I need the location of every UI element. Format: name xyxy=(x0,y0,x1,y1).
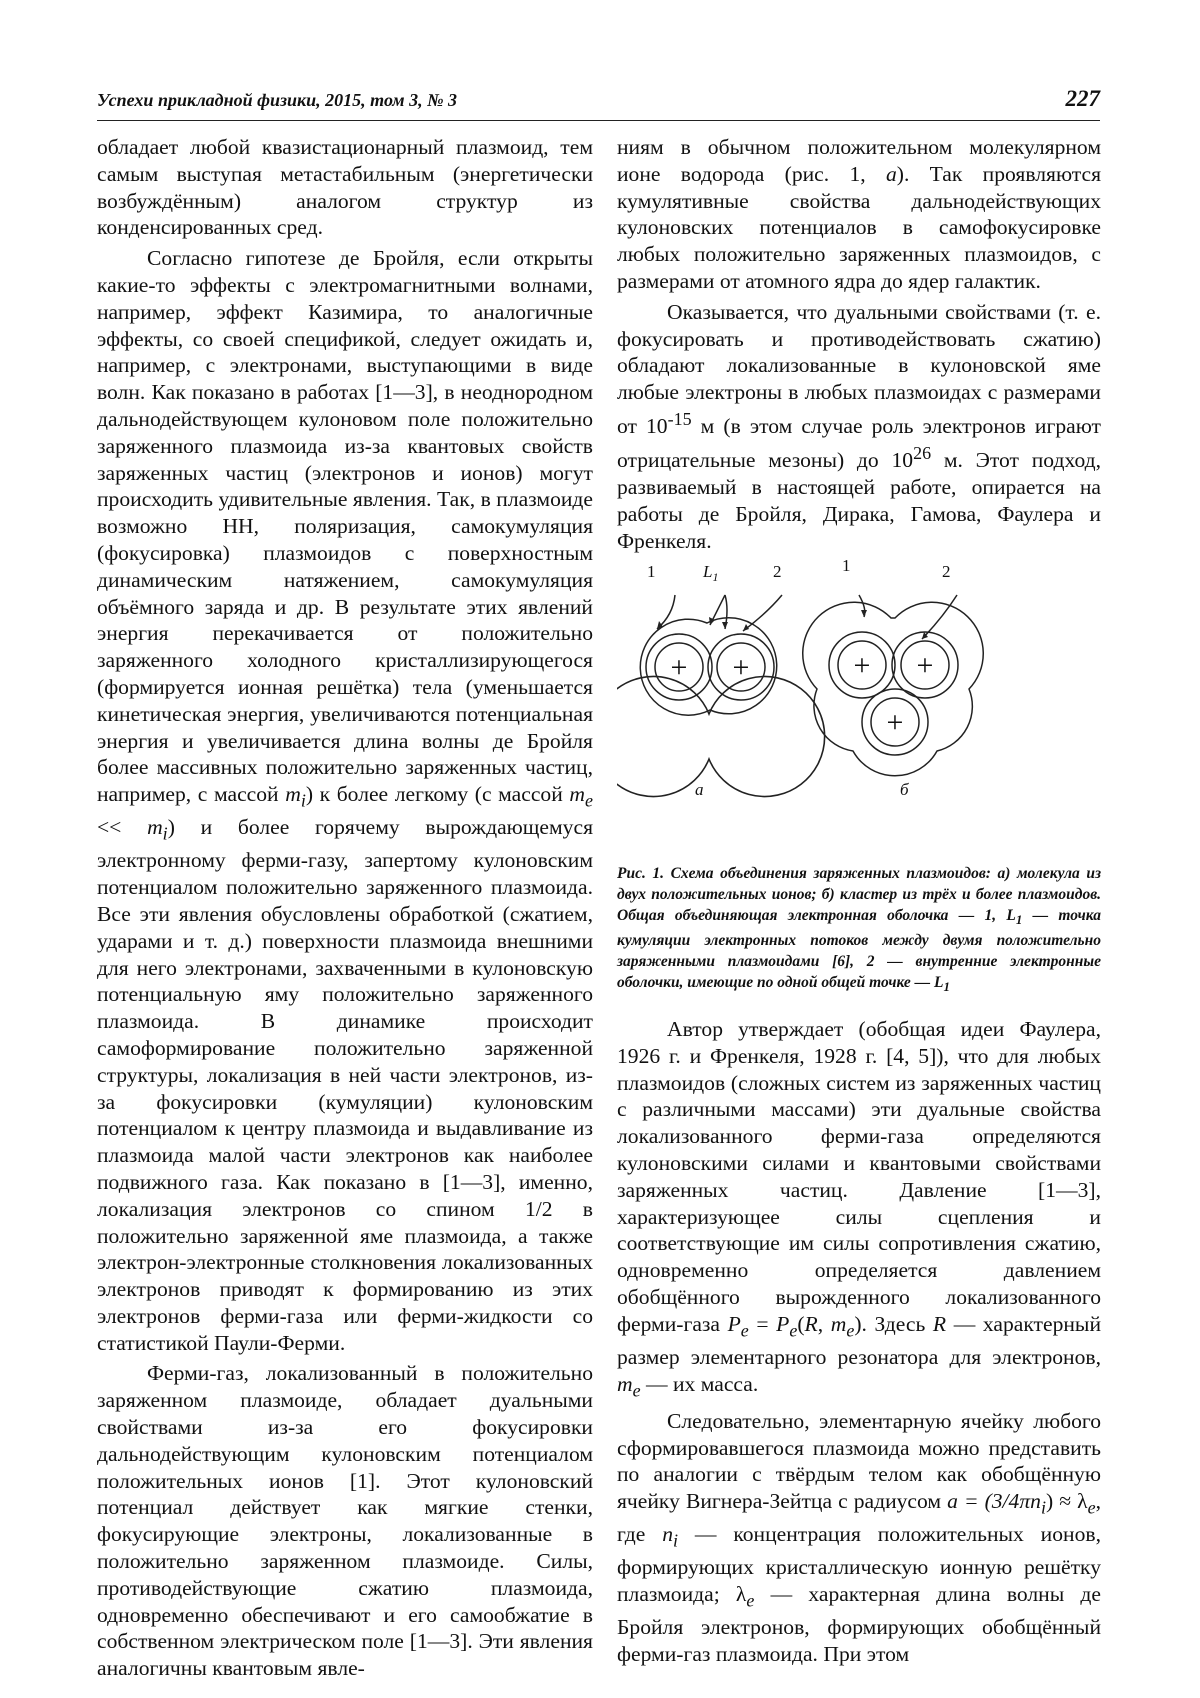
symbol-R: R xyxy=(804,1311,818,1336)
ion-plus: + xyxy=(886,706,904,739)
figure-1 xyxy=(617,555,1101,845)
text-run: — концентрация положительных ионов, формирующих кристаллическую ионную решётку плазмоида; λ xyxy=(617,1522,1101,1607)
formula: a = (3/4πn xyxy=(947,1489,1041,1514)
text-run: Следовательно, элементарную ячейку любого сформировавшегося плазмоида можно представить по аналогии с твёрдым телом как обобщённую ячейку Вигнера-Зейтца с радиусом xyxy=(617,1408,1101,1514)
subscript: i xyxy=(1040,1497,1046,1518)
formula: ) ≈ λ xyxy=(1045,1489,1088,1514)
text-run: << xyxy=(97,815,148,840)
paragraph: обладает любой квазистационарный плазмоид, тем самым выступая метастабильным (энергетически возбуждённым) аналогом структур из конденсированных сред. xyxy=(97,135,593,240)
symbol-m: m xyxy=(617,1371,633,1396)
right-column-top xyxy=(617,134,1101,554)
running-header xyxy=(97,86,1100,121)
label-2: 2 xyxy=(773,562,782,581)
symbol-P: P xyxy=(776,1311,790,1336)
label-1: 1 xyxy=(842,556,851,575)
label-1: 1 xyxy=(647,562,656,581)
subscript: 1 xyxy=(943,979,950,995)
text-run: ) и более горячему вырождающемуся электронному ферми-газу, запертому кулоновским потенциалом положительно заряженного плазмоида. Все эти явления обусловлены обработкой (сжатием, ударами и т. д.) поверхности плазмоида внешними для него электронами, захваченными в кулоновскую потенциальную яму положительно заряженного плазмоида. В динамике происходит самоформирование положительно заряженной структуры, локализация в ней части электронов, из-за фокусировки (кумуляции) кулоновским потенциалом к центру плазмоида и выдавливание из плазмоида малой части электронов как наиболее подвижного газа. Как показано в [1—3], именно, локализация электронов со спином 1/2 в положительно заряженной яме плазмоида, а также электрон-электронные столкновения локализованных электронов приводят к формированию из этих электронов ферми-газа или ферми-жидкости со статистикой Паули-Ферми. xyxy=(97,815,593,1355)
subscript: i xyxy=(300,790,306,811)
plasmoid-diagram xyxy=(617,555,1101,845)
subscript: e xyxy=(746,1590,755,1611)
subscript: e xyxy=(585,790,593,811)
symbol-m: m xyxy=(830,1311,847,1336)
text-run: — их масса. xyxy=(640,1371,759,1396)
text-run: ( xyxy=(797,1311,805,1336)
label-2: 2 xyxy=(942,562,951,581)
page-number: 227 xyxy=(1065,86,1100,111)
ion-plus: + xyxy=(670,651,688,684)
symbol-m: m xyxy=(285,782,301,807)
symbol-m: m xyxy=(147,815,163,840)
subfigure-b-label: б xyxy=(900,780,909,799)
symbol-L: L xyxy=(934,974,944,992)
paragraph xyxy=(97,245,593,1356)
paragraph xyxy=(617,1408,1101,1668)
label-L1: $L_1$ xyxy=(703,562,719,584)
subscript: i xyxy=(162,823,168,844)
left-column xyxy=(97,134,593,1682)
caption-text: Рис. 1. Схема объединения заряженных плазмоидов: а) молекула из двух положительных ионов; б) кластер из трёх и более плазмоидов. Общая объединяющая электронная оболочка — 1, xyxy=(617,865,1101,924)
subscript: e xyxy=(846,1320,855,1341)
text-run: ) к более легкому (с массой xyxy=(305,782,570,807)
text-run: ). Здесь xyxy=(854,1311,933,1336)
text-run: — характерный размер элементарного резонатора для электронов, xyxy=(617,1311,1101,1369)
text-run: Оказывается, что дуальными свойствами (т. е. фокусировать и противодействовать сжатию) обладают локализованные в кулоновской яме любые электроны в любых плазмоидах с размерами от 10 xyxy=(617,299,1101,439)
journal-title: Успехи прикладной физики, 2015, том 3, № 3 xyxy=(97,90,458,110)
subscript: 1 xyxy=(1015,912,1023,928)
subscript: i xyxy=(673,1530,679,1551)
paragraph: Ферми-газ, локализованный в положительно заряженном плазмоиде, обладает дуальными свойствами из-за его фокусировки дальнодействующим кулоновским потенциалом положительных ионов [1]. Этот кулоновский потенциал действует как мягкие стенки, фокусирующие электроны, локализованные в положительно заряженном плазмоиде. Силы, противодействующие сжатию плазмоида, одновременно обеспечивают и его самообжатие в собственном электрическом поле [1—3]. Эти явления аналогичны квантовым явле- xyxy=(97,1361,593,1681)
symbol-P: P xyxy=(727,1311,741,1336)
paragraph xyxy=(617,299,1101,555)
text-run: , где xyxy=(617,1489,1101,1547)
ion-plus: + xyxy=(853,649,871,682)
symbol-m: m xyxy=(569,782,585,807)
symbol-n: n xyxy=(662,1522,674,1547)
ion-plus: + xyxy=(916,649,934,682)
paragraph xyxy=(617,1016,1101,1404)
text-run: Согласно гипотезе де Бройля, если открыты какие-то эффекты с электромагнитными волнами, например, эффект Казимира, то аналогичные эффекты, со своей спецификой, следует ожидать и, например, с электронами, выступающими в виде волн. Как показано в работах [1—3], в неоднородном дальнодействующем кулоновом поле положительно заряженного плазмоида из-за квантовых свойств заряженных частиц (электронов и ионов) могут происходить удивительные явления. Так, в плазмоиде возможно НН, поляризация, самокумуляция (фокусировка) плазмоидов с поверхностным динамическим натяжением, самокумуляция объёмного заряда и др. В результате этих явлений энергия перекачивается от положительно заряженного холодного кристаллизирующегося (формируется ионная решётка) тела (уменьшается кинетическая энергия, увеличиваются потенциальная энергия и увеличивается длина волны де Бройля более массивных положительно заряженных частиц, например, с массой xyxy=(97,246,593,807)
text-run: м. Этот подход, развиваемый в настоящей работе, опирается на работы де Бройля, Дирака, Гамова, Фаулера и Френкеля. xyxy=(617,448,1101,553)
symbol-L: L xyxy=(1006,907,1016,924)
paragraph xyxy=(617,134,1101,295)
subscript: e xyxy=(632,1379,641,1400)
text-run: ниям в обычном положительном молекулярном ионе водорода (рис. 1, xyxy=(617,135,1101,186)
right-column-bottom xyxy=(617,1016,1101,1668)
caption-text: — точка кумуляции электронных потоков между двумя положительно заряженными плазмоидами [6], 2 — внутренние электронные оболочки, имеющие по одной общей точке — xyxy=(617,907,1101,992)
text-run: — характерная длина волны де Бройля электронов, формирующих обобщённый ферми-газ плазмоида. При этом xyxy=(617,1582,1101,1667)
symbol-R: R xyxy=(932,1311,947,1336)
subfigure-a-label: а xyxy=(695,780,704,799)
superscript: -15 xyxy=(667,408,692,429)
ion-plus: + xyxy=(732,651,750,684)
subscript: e xyxy=(789,1320,798,1341)
subscript: e xyxy=(1087,1497,1096,1518)
text-run: , xyxy=(817,1311,831,1336)
text-run: а xyxy=(885,161,897,186)
text-run: м (в этом случае роль электронов играют отрицательные мезоны) до 10 xyxy=(617,414,1101,473)
text-run: ). Так проявляются кумулятивные свойства дальнодействующих кулоновских потенциалов в самофокусировке любых положительно заряженных плазмоидов, с размерами от атомного ядра до ядер галактик. xyxy=(617,161,1102,293)
text-run: Автор утверждает (обобщая идеи Фаулера, 1926 г. и Френкеля, 1928 г. [4, 5]), что для любых плазмоидов (сложных систем из заряженных частиц с различными массами) эти дуальные свойства локализованного ферми-газа определяются кулоновскими силами и квантовыми свойствами заряженных частиц. Давление [1—3], характеризующее силы сцепления и соответствующие им силы сопротивления сжатию, одновременно определяется давлением обобщённого вырожденного локализованного ферми-газа xyxy=(617,1017,1101,1336)
text-run: = xyxy=(748,1311,777,1336)
superscript: 26 xyxy=(913,442,932,463)
subscript: e xyxy=(740,1320,749,1341)
figure-caption xyxy=(617,863,1101,997)
